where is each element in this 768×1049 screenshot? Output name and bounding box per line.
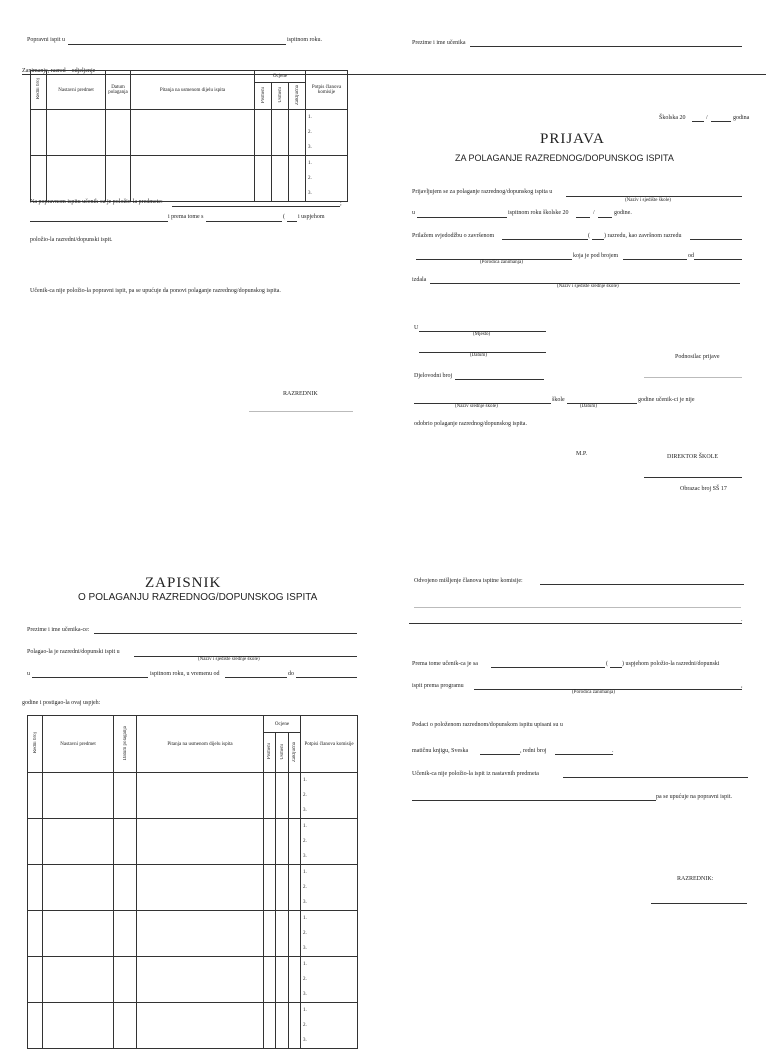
rok-zap-field[interactable] — [32, 677, 148, 678]
th-pitanja: Pitanja na usmenom dijelu ispita — [131, 71, 255, 110]
prezime-uc-field[interactable] — [94, 633, 357, 634]
predmeti-br-field-2[interactable] — [412, 800, 656, 801]
razrednik-signature[interactable] — [249, 411, 353, 412]
ispitnom-roku-skolske: ispitnom roku školske 20 — [508, 210, 569, 216]
uspjehom-label: i uspjehom — [298, 214, 325, 220]
broj-field[interactable] — [623, 259, 687, 260]
th-pismeni: Pismeni — [264, 733, 276, 773]
do-label: do — [288, 671, 294, 677]
godine-uc-label: godine učenik-ci je nije — [638, 397, 695, 403]
razredu-label: ) razredu, kao završnom razredu — [604, 233, 682, 239]
razrednik-br-label: RAZREDNIK: — [677, 876, 714, 882]
prijavljujem-label: Prijavljujem se za polaganje razrednog/dopunskog ispita u — [412, 189, 553, 195]
prema-tome-label: Prema tome učenik-ca je sa — [412, 661, 478, 667]
skolska-year-2[interactable] — [711, 121, 731, 122]
zapisnik-subtitle: O POLAGANJU RAZREDNOG/DOPUNSKOG ISPITA — [78, 592, 318, 603]
skolska-label: Školska 20 — [659, 115, 686, 121]
th-datum-polaganja: Datum polaganja — [114, 716, 137, 773]
naziv-srednje-hint: (Naziv srednje škole) — [455, 404, 498, 409]
godine-uspjeh-label: godine i postigao-la ovaj uspjeh: — [22, 700, 101, 706]
direktor-signature[interactable] — [644, 477, 742, 478]
th-potpisi: Potpisi članova komisije — [301, 716, 358, 773]
odvojeno-label: Odvojeno mišljenje članova ispitne komisije: — [414, 578, 523, 584]
zapisnik-title: ZAPISNIK — [145, 575, 222, 591]
redni-broj-label: , redni broj — [520, 748, 547, 754]
zapisnik-table — [27, 715, 358, 1049]
izdala-label: izdala — [412, 277, 427, 283]
razrednik-label: RAZREDNIK — [283, 391, 318, 397]
godine-label: godine. — [614, 210, 632, 216]
od-label: od — [688, 253, 694, 259]
prema-tome-label: i prema tome s — [168, 214, 204, 220]
th-pismeni: Pismeni — [255, 83, 272, 110]
uspjehom-label-br: ) uspjehom položio-la razredni/dopunski — [622, 661, 720, 667]
odvojeno-field-3[interactable] — [409, 623, 742, 624]
razred-field[interactable] — [592, 239, 604, 240]
uspjeh-field[interactable] — [206, 221, 282, 222]
mjesto-hint: (Mjesto) — [473, 332, 491, 337]
koja-je-label: koja je pod brojem — [573, 253, 619, 259]
zavrsni-razred-field[interactable] — [690, 239, 742, 240]
nije-polozio-label: Učenik-ca nije položio-la popravni ispit, pa se upućuje da ponovi polaganje razrednog/dopunskog ispita. — [30, 288, 281, 294]
odvojeno-field-2[interactable] — [414, 607, 741, 608]
prijava-title: PRIJAVA — [540, 131, 605, 147]
od-field[interactable] — [694, 259, 742, 260]
skole-label: škole — [552, 397, 565, 403]
predmeti-field[interactable] — [172, 206, 340, 207]
th-nastavni-predmet: Nastavni predmet — [47, 71, 106, 110]
th-zakljucna: Zaključna — [289, 83, 306, 110]
naziv-skole-hint: (Naziv i sjedište škole) — [625, 198, 671, 203]
djelovodni-label: Djelovodni broj — [414, 373, 453, 379]
na-popravnom-label: Na popravnom ispitu učenik-ca je položio-la predmete: — [30, 199, 163, 205]
rok-field[interactable] — [417, 217, 507, 218]
sveska-field[interactable] — [480, 754, 520, 755]
year-field-1[interactable] — [576, 217, 590, 218]
th-ocjene: Ocjene — [264, 716, 301, 733]
th-pitanja: Pitanja na usmenom dijelu ispita — [137, 716, 264, 773]
skola-field[interactable] — [566, 196, 742, 197]
maticnu-label: matičnu knjigu, Sveska — [412, 748, 469, 754]
podaci-label: Podaci o položenom razrednom/dopunskom ispitu upisani su u — [412, 722, 563, 728]
prezime-uc-label: Prezime i ime učenika-ce: — [27, 627, 90, 633]
th-ocjene: Ocjene — [255, 71, 306, 83]
polozio-label: položio-la razredni/dopunski ispit. — [30, 237, 113, 243]
th-usmeni: Usmeni — [272, 83, 289, 110]
ispitnom-roku-zap: ispitnom roku, u vremenu od — [150, 671, 220, 677]
table-row[interactable]: 1. 2. 3. — [31, 156, 348, 202]
th-datum-polaganja: Datum polaganja — [106, 71, 131, 110]
porodica-hint-br: (Porodica zanimanja) — [572, 690, 615, 695]
table-row[interactable]: 1. 2. 3. — [28, 819, 358, 865]
u-label: u — [412, 210, 415, 216]
datum2-hint: (Datum) — [580, 404, 597, 409]
prezime-label: Prezime i ime učenika — [412, 40, 466, 46]
skolska-year-1[interactable] — [692, 121, 704, 122]
naziv-skole-zap-hint: (Naziv i sjedište srednje škole) — [198, 657, 260, 662]
mp-label: M.P. — [576, 451, 588, 457]
prijava-subtitle: ZA POLAGANJE RAZREDNOG/DOPUNSKOG ISPITA — [455, 153, 674, 163]
ocjena-field[interactable] — [287, 221, 297, 222]
odvojeno-field[interactable] — [540, 584, 744, 585]
predmeti-field-2[interactable] — [30, 221, 168, 222]
prezime-field[interactable] — [470, 46, 742, 47]
obrazac-label: Obrazac broj SŠ 17 — [680, 486, 727, 492]
popravni-table — [30, 70, 348, 202]
ispit-prema-label: ispit prema programu — [412, 683, 464, 689]
table-row[interactable]: 1. 2. 3. — [28, 773, 358, 819]
nije-polozio-br-label: Učenik-ca nije položio-la ispit iz nastavnih predmeta — [412, 771, 539, 777]
ocjena-field-br[interactable] — [610, 667, 622, 668]
th-redni-broj: Redni broj — [31, 71, 47, 110]
porodica-hint: (Porodica zanimanja) — [480, 260, 523, 265]
odobrio-label: odobrio polaganje razrednog/dopunskog ispita. — [414, 421, 527, 427]
uspjeh-field-br[interactable] — [491, 667, 605, 668]
od-zap-field[interactable] — [225, 677, 287, 678]
datum-odobrenja-field[interactable] — [567, 403, 637, 404]
u-mjesto-label: U — [414, 325, 419, 331]
u-zap-label: u — [27, 671, 30, 677]
polagao-label: Polagao-la je razredni/dopunski ispit u — [27, 649, 120, 655]
table-row[interactable]: 1. 2. 3. — [28, 1003, 358, 1049]
th-nastavni-predmet: Nastavni predmet — [43, 716, 114, 773]
table-row[interactable]: 1. 2. 3. — [31, 110, 348, 156]
zavrseni-field[interactable] — [502, 239, 588, 240]
prilazem-label: Prilažem svjedodžbu o završenom — [412, 233, 495, 239]
zanimanje-label: Zanimanje, razred – odjeljenje — [22, 68, 96, 74]
podnosilac-label: Podnosilac prijave — [675, 354, 720, 360]
popravni-label: Popravni ispit u — [27, 37, 66, 43]
th-zakljucna: Zaključna — [289, 733, 301, 773]
th-redni-broj: Redni broj — [28, 716, 43, 773]
datum-hint: (Datum) — [470, 353, 487, 358]
th-potpis: Potpis članova komisije — [306, 71, 348, 110]
naziv-sr-hint: (Naziv i sjedište srednje škole) — [557, 284, 619, 289]
godina-label: godina — [733, 115, 750, 121]
table-row[interactable]: 1. 2. 3. — [28, 957, 358, 1003]
th-usmeni: Usmeni — [276, 733, 289, 773]
razrednik-br-signature[interactable] — [651, 903, 747, 904]
predmeti-br-field[interactable] — [563, 777, 748, 778]
direktor-label: DIREKTOR ŠKOLE — [667, 454, 719, 460]
table-row[interactable]: 1. 2. 3. — [28, 911, 358, 957]
table-row[interactable]: 1. 2. 3. — [28, 865, 358, 911]
upucuje-label: pa se upućuje na popravni ispit. — [656, 794, 732, 800]
redni-broj-field[interactable] — [555, 754, 613, 755]
podnosilac-signature[interactable] — [644, 377, 742, 378]
ispitnom-roku-label: ispitnom roku. — [287, 37, 323, 43]
popravni-rok-field[interactable] — [68, 44, 286, 45]
djelovodni-field[interactable] — [455, 379, 544, 380]
do-zap-field[interactable] — [296, 677, 357, 678]
year-field-2[interactable] — [598, 217, 612, 218]
